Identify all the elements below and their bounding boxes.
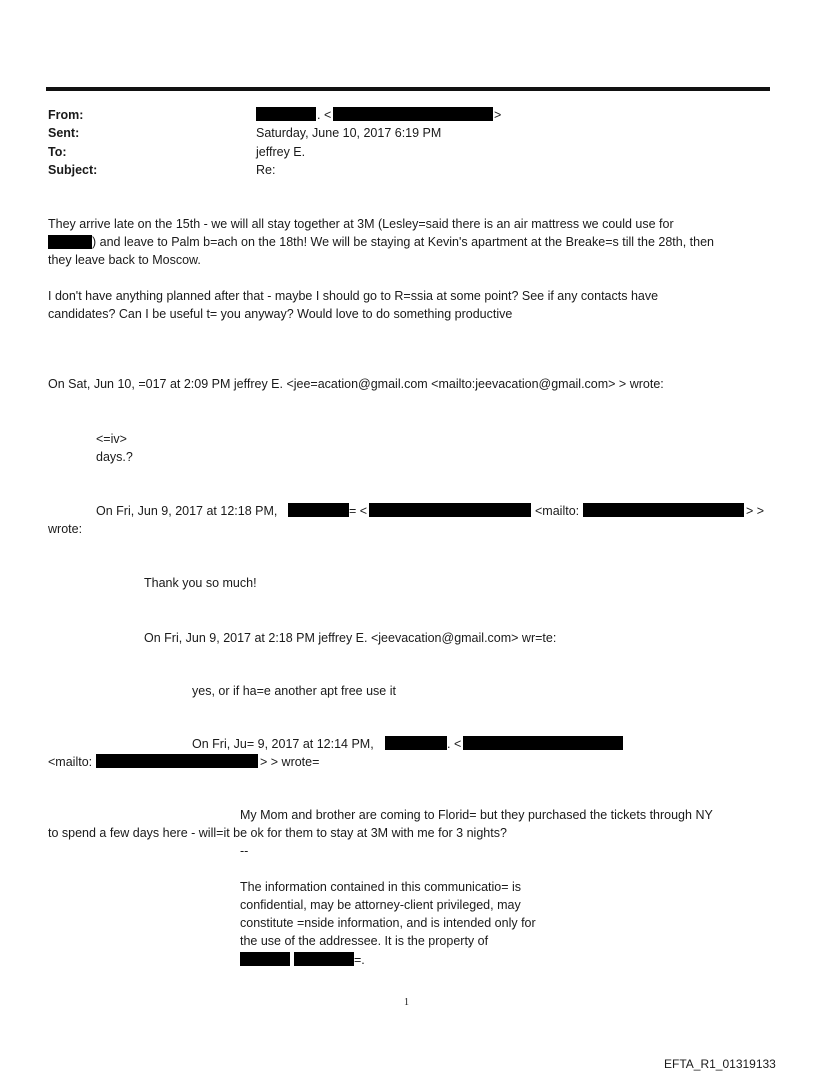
quote-fri-1-mailto: <mailto: [535,504,580,518]
quote-header-fri-2: On Fri, Jun 9, 2017 at 2:18 PM jeffrey E. <jeevacation@gmail.com> wr=te: [144,631,557,645]
quote-fri-1-end: > > [746,504,765,518]
redacted-sender-name [256,107,316,121]
quote-fri-1-wrote: wrote: [48,522,83,536]
body-p2-line2: candidates? Can I be useful t= you anyway? Would love to do something productive [48,307,513,321]
body-p1-line2: ) and leave to Palm b=ach on the 18th! We will be staying at Kevin's apartment at the Breake=s till the 28th, then [92,235,714,249]
page-number: 1 [404,997,409,1008]
redacted-company [294,952,354,966]
sent-value: Saturday, June 10, 2017 6:19 PM [256,126,442,140]
mom-line1: My Mom and brother are coming to Florid= but they purchased the tickets through NY [240,808,713,822]
to-value: jeffrey E. [256,145,306,159]
signature-dash: -- [240,844,249,858]
redacted-email [369,503,531,517]
body-p1-line1: They arrive late on the 15th - we will all stay together at 3M (Lesley=said there is an air mattress we could use for [48,217,674,231]
mom-line2: to spend a few days here - will=it be ok for them to stay at 3M with me for 3 nights? [48,826,507,840]
quote-header-fri-1: On Fri, Jun 9, 2017 at 12:18 PM, [96,504,278,518]
yes-line: yes, or if ha=e another apt free use it [192,684,396,698]
confidential-end: =. [354,953,365,967]
redacted-email [463,736,623,750]
confidential-line2: confidential, may be attorney-client privileged, may [240,898,521,912]
redacted-name [48,235,92,249]
days-text: days.? [96,450,133,464]
quote-header-fri-3: On Fri, Ju= 9, 2017 at 12:14 PM, [192,737,374,751]
confidential-line1: The information contained in this communicatio= is [240,880,522,894]
header-divider [46,87,770,91]
subject-label: Subject: [48,163,98,177]
sent-label: Sent: [48,126,80,140]
redacted-email [96,754,258,768]
redacted-name [385,736,447,750]
quote-fri-3-mailto: <mailto: [48,755,93,769]
quote-fri-1-sep: = < [349,504,368,518]
div-tag-text: <=iv> [96,432,127,446]
body-p1-line3: they leave back to Moscow. [48,253,201,267]
quote-fri-3-sep: . < [447,737,462,751]
from-bracket: > [494,108,502,122]
subject-value: Re: [256,163,276,177]
confidential-line3: constitute =nside information, and is intended only for [240,916,536,930]
confidential-line4: the use of the addressee. It is the property of [240,934,489,948]
redacted-email [583,503,744,517]
to-label: To: [48,145,67,159]
from-label: From: [48,108,84,122]
redacted-name [288,503,349,517]
thanks-text: Thank you so much! [144,576,257,590]
redacted-company [240,952,290,966]
quote-fri-3-wrote: > > wrote= [260,755,320,769]
from-separator: . < [317,108,332,122]
body-p2-line1: I don't have anything planned after that - maybe I should go to R=ssia at some point? See if any contacts have [48,289,659,303]
quote-header-sat: On Sat, Jun 10, =017 at 2:09 PM jeffrey E. <jee=acation@gmail.com <mailto:jeevacation@gmail.com> > wrote: [48,377,664,391]
redacted-sender-email [333,107,493,121]
document-id: EFTA_R1_01319133 [664,1057,776,1071]
